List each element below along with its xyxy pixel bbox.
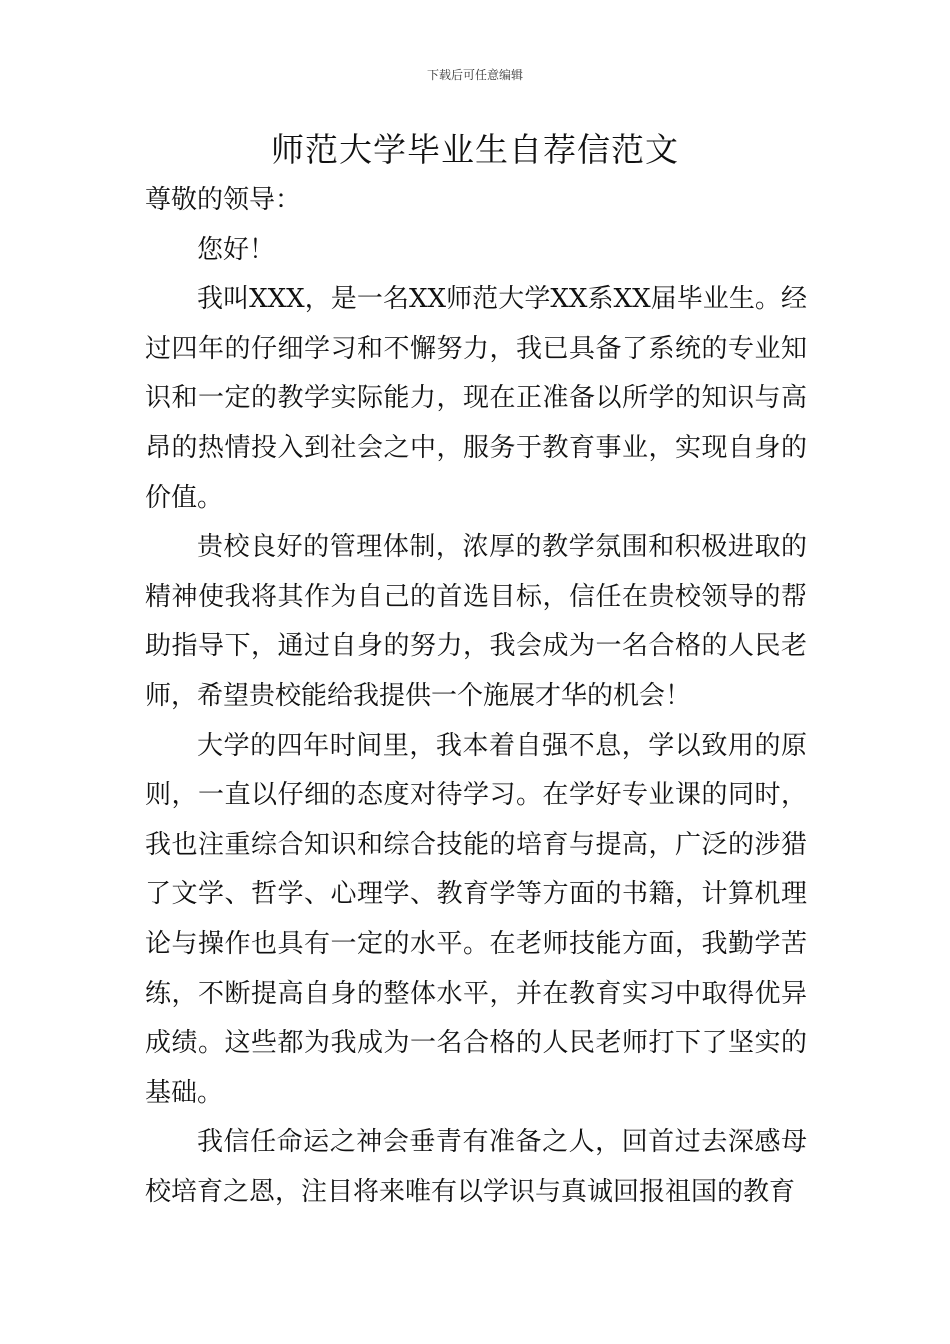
paragraph-1: 我叫XXX，是一名XX师范大学XX系XX届毕业生。经过四年的仔细学习和不懈努力，我已具备了系统的专业知识和一定的教学实际能力，现在正准备以所学的知识与高昂的热情投入到社会之中，服务于教育事业，实现自身的价值。 [145, 284, 807, 513]
document-title: 师范大学毕业生自荐信范文 [271, 130, 679, 169]
header-note: 下载后可任意编辑 [426, 68, 523, 82]
salutation: 尊敬的领导： [145, 185, 302, 215]
hello-line: 您好！ [197, 234, 276, 265]
paragraph-2: 贵校良好的管理体制，浓厚的教学氛围和积极进取的精神使我将其作为自己的首选目标，信任在贵校领导的帮助指导下，通过自身的努力，我会成为一名合格的人民老师，希望贵校能给我提供一个施展才华的机会！ [145, 532, 807, 711]
paragraph-4: 我信任命运之神会垂青有准备之人，回首过去深感母校培育之恩，注目将来唯有以学识与真诚回报祖国的教育 [145, 1127, 807, 1207]
paragraph-3: 大学的四年时间里，我本着自强不息，学以致用的原则，一直以仔细的态度对待学习。在学好专业课的同时，我也注重综合知识和综合技能的培育与提高，广泛的涉猎了文学、哲学、心理学、教育学等方面的书籍，计算机理论与操作也具有一定的水平。在老师技能方面，我勤学苦练，不断提高自身的整体水平，并在教育实习中取得优异成绩。这些都为我成为一名合格的人民老师打下了坚实的基础。 [145, 730, 807, 1108]
letter-body [145, 176, 807, 1217]
